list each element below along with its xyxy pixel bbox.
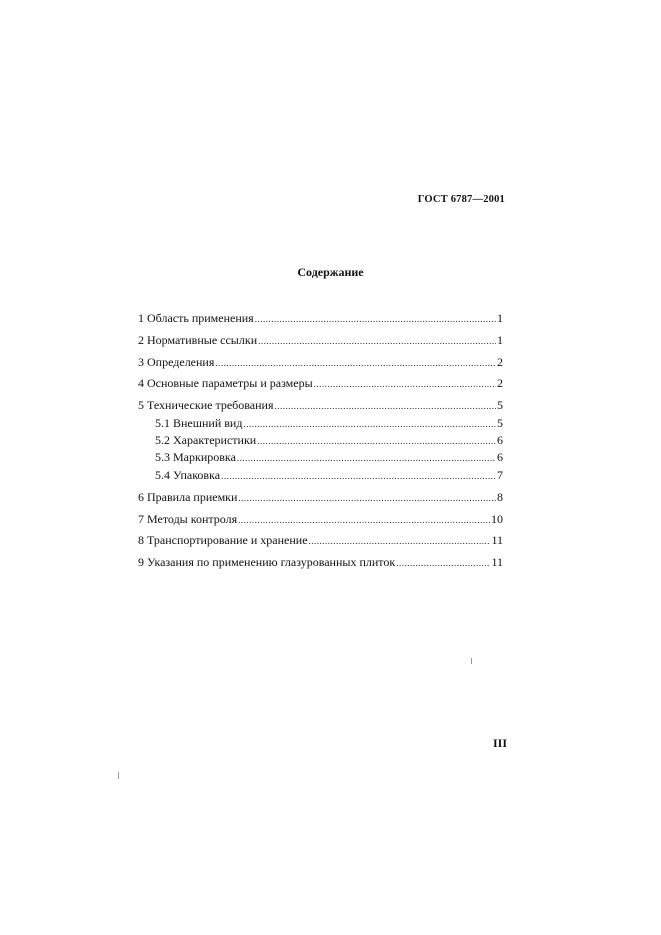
toc-entry-text: 6 Правила приемки	[138, 489, 238, 504]
toc-entry-text: 1 Область применения	[138, 311, 254, 325]
toc-entry-text: 7 Методы контроля	[138, 511, 238, 526]
toc-leader-dots	[314, 378, 496, 390]
toc-entry-text: 4 Основные параметры и размеры	[138, 376, 313, 391]
toc-entry[interactable]	[138, 533, 503, 555]
toc-entry[interactable]	[138, 398, 503, 415]
toc-entry[interactable]	[138, 376, 503, 398]
toc-title: Содержание	[297, 265, 364, 279]
toc-entry-page: 7	[497, 467, 503, 482]
toc-leader-dots	[255, 313, 496, 325]
toc-entry-page: 2	[497, 354, 503, 369]
toc-leader-dots	[215, 357, 496, 369]
toc-entry-text: 5 Технические требования	[138, 398, 274, 413]
toc-entry-page: 5	[497, 415, 503, 430]
toc-entry-text: 3 Определения	[138, 354, 215, 369]
toc-leader-dots	[309, 535, 491, 547]
toc-entry-page: 11	[491, 533, 503, 548]
toc-leader-dots	[257, 435, 496, 447]
toc-subentry[interactable]	[138, 468, 503, 490]
toc-leader-dots	[258, 335, 496, 347]
toc-subentry[interactable]	[138, 450, 503, 467]
toc-entry-page: 6	[497, 450, 503, 465]
table-of-contents	[138, 311, 503, 577]
toc-entry[interactable]	[138, 490, 503, 512]
toc-leader-dots	[238, 492, 496, 504]
toc-entry-page: 2	[497, 376, 503, 391]
toc-leader-dots	[396, 557, 490, 569]
scan-speck	[471, 658, 472, 664]
toc-entry-page: 6	[497, 432, 503, 447]
toc-entry-page: 1	[497, 311, 503, 325]
toc-entry-page: 5	[497, 398, 503, 413]
toc-entry[interactable]	[138, 355, 503, 377]
toc-subentry[interactable]	[138, 416, 503, 433]
toc-entry-text: 5.4 Упаковка	[155, 467, 221, 482]
toc-entry-page: 1	[497, 332, 503, 347]
toc-entry-text: 5.1 Внешний вид	[155, 415, 243, 430]
toc-leader-dots	[221, 470, 496, 482]
toc-entry-page: 11	[491, 555, 503, 570]
toc-entry-text: 2 Нормативные ссылки	[138, 332, 258, 347]
toc-entry[interactable]	[138, 512, 503, 534]
page-number: III	[492, 736, 507, 750]
toc-entry-page: 10	[491, 511, 503, 526]
toc-entry-text: 9 Указания по применению глазурованных плиток	[138, 555, 396, 570]
toc-subentry[interactable]	[138, 433, 503, 450]
toc-leader-dots	[243, 418, 496, 430]
toc-entry-text: 5.3 Маркировка	[155, 450, 236, 465]
toc-leader-dots	[238, 514, 490, 526]
toc-entry[interactable]	[138, 555, 503, 577]
toc-entry[interactable]	[138, 333, 503, 355]
toc-entry[interactable]	[138, 311, 503, 333]
toc-entry-text: 8 Транспортирование и хранение	[138, 533, 308, 548]
toc-leader-dots	[237, 452, 496, 464]
toc-entry-text: 5.2 Характеристики	[155, 432, 257, 447]
document-code: ГОСТ 6787—2001	[417, 194, 505, 205]
scan-speck	[118, 772, 119, 779]
toc-entry-page: 8	[497, 489, 503, 504]
toc-leader-dots	[274, 400, 496, 412]
